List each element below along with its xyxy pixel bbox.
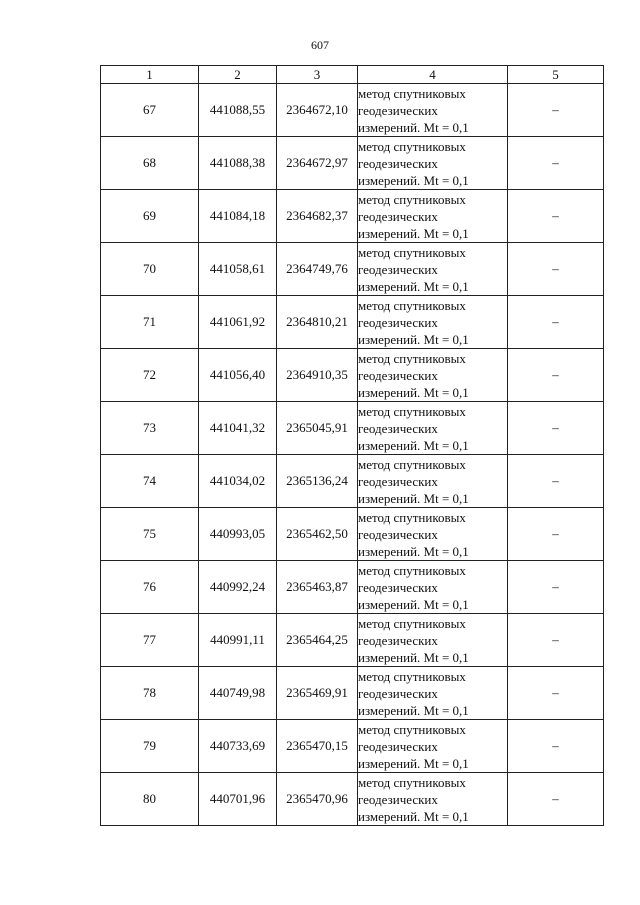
x-coordinate-cell: 440749,98: [199, 667, 277, 720]
method-text-line: геодезических: [358, 420, 438, 436]
method-text-line: измерений. Mt = 0,1: [358, 331, 469, 347]
x-coordinate-cell: 440992,24: [199, 561, 277, 614]
y-coordinate-cell: 2365470,96: [277, 773, 358, 826]
method-text-line: метод спутниковых: [358, 403, 466, 419]
method-text-line: геодезических: [358, 314, 438, 330]
y-coordinate-cell: 2365464,25: [277, 614, 358, 667]
note-cell: –: [508, 243, 604, 296]
y-coordinate-cell: 2365463,87: [277, 561, 358, 614]
method-cell: [358, 508, 508, 561]
method-text-line: геодезических: [358, 261, 438, 277]
method-cell: [358, 190, 508, 243]
method-text-line: измерений. Mt = 0,1: [358, 543, 469, 559]
note-cell: –: [508, 773, 604, 826]
table-row: [101, 243, 604, 296]
method-text-line: метод спутниковых: [358, 138, 466, 154]
table-body: [101, 84, 604, 826]
note-cell: –: [508, 614, 604, 667]
point-number-cell: 67: [101, 84, 199, 137]
point-number-cell: 71: [101, 296, 199, 349]
page-number: 607: [311, 38, 329, 52]
method-text-line: метод спутниковых: [358, 509, 466, 525]
method-cell: [358, 455, 508, 508]
method-text-line: метод спутниковых: [358, 562, 466, 578]
x-coordinate-cell: 441061,92: [199, 296, 277, 349]
method-text-line: метод спутниковых: [358, 244, 466, 260]
x-coordinate-cell: 440733,69: [199, 720, 277, 773]
method-text-line: геодезических: [358, 526, 438, 542]
point-number-cell: 78: [101, 667, 199, 720]
column-header-4: 4: [358, 66, 508, 84]
method-text-line: измерений. Mt = 0,1: [358, 808, 469, 824]
method-text-line: метод спутниковых: [358, 721, 466, 737]
x-coordinate-cell: 441058,61: [199, 243, 277, 296]
note-cell: –: [508, 296, 604, 349]
note-cell: –: [508, 137, 604, 190]
table-row: [101, 773, 604, 826]
y-coordinate-cell: 2364672,10: [277, 84, 358, 137]
y-coordinate-cell: 2365470,15: [277, 720, 358, 773]
method-text-line: метод спутниковых: [358, 297, 466, 313]
method-text-line: измерений. Mt = 0,1: [358, 437, 469, 453]
method-text-line: геодезических: [358, 367, 438, 383]
note-cell: –: [508, 402, 604, 455]
method-text-line: метод спутниковых: [358, 191, 466, 207]
note-cell: –: [508, 455, 604, 508]
point-number-cell: 80: [101, 773, 199, 826]
table-row: [101, 561, 604, 614]
method-text-line: измерений. Mt = 0,1: [358, 596, 469, 612]
point-number-cell: 68: [101, 137, 199, 190]
y-coordinate-cell: 2365469,91: [277, 667, 358, 720]
method-cell: [358, 773, 508, 826]
table-row: [101, 667, 604, 720]
method-text-line: метод спутниковых: [358, 668, 466, 684]
y-coordinate-cell: 2365136,24: [277, 455, 358, 508]
method-cell: [358, 243, 508, 296]
note-cell: –: [508, 561, 604, 614]
x-coordinate-cell: 441084,18: [199, 190, 277, 243]
method-text-line: измерений. Mt = 0,1: [358, 172, 469, 188]
column-header-2: 2: [199, 66, 277, 84]
method-cell: [358, 402, 508, 455]
method-text-line: метод спутниковых: [358, 774, 466, 790]
method-text-line: геодезических: [358, 473, 438, 489]
point-number-cell: 72: [101, 349, 199, 402]
method-text-line: измерений. Mt = 0,1: [358, 649, 469, 665]
x-coordinate-cell: 440993,05: [199, 508, 277, 561]
column-header-1: 1: [101, 66, 199, 84]
x-coordinate-cell: 440991,11: [199, 614, 277, 667]
y-coordinate-cell: 2364810,21: [277, 296, 358, 349]
method-text-line: метод спутниковых: [358, 456, 466, 472]
column-header-3: 3: [277, 66, 358, 84]
method-cell: [358, 296, 508, 349]
method-cell: [358, 349, 508, 402]
point-number-cell: 69: [101, 190, 199, 243]
table-row: [101, 84, 604, 137]
method-text-line: измерений. Mt = 0,1: [358, 755, 469, 771]
method-text-line: метод спутниковых: [358, 350, 466, 366]
method-text-line: геодезических: [358, 791, 438, 807]
method-text-line: геодезических: [358, 632, 438, 648]
point-number-cell: 76: [101, 561, 199, 614]
method-text-line: измерений. Mt = 0,1: [358, 702, 469, 718]
point-number-cell: 73: [101, 402, 199, 455]
table-row: [101, 296, 604, 349]
y-coordinate-cell: 2365045,91: [277, 402, 358, 455]
table-row: [101, 137, 604, 190]
x-coordinate-cell: 441088,38: [199, 137, 277, 190]
method-text-line: измерений. Mt = 0,1: [358, 119, 469, 135]
method-text-line: геодезических: [358, 155, 438, 171]
method-text-line: геодезических: [358, 738, 438, 754]
method-text-line: геодезических: [358, 579, 438, 595]
method-cell: [358, 84, 508, 137]
y-coordinate-cell: 2364749,76: [277, 243, 358, 296]
method-text-line: измерений. Mt = 0,1: [358, 490, 469, 506]
x-coordinate-cell: 441041,32: [199, 402, 277, 455]
method-text-line: метод спутниковых: [358, 85, 466, 101]
note-cell: –: [508, 349, 604, 402]
method-text-line: геодезических: [358, 685, 438, 701]
method-text-line: измерений. Mt = 0,1: [358, 278, 469, 294]
x-coordinate-cell: 441056,40: [199, 349, 277, 402]
note-cell: –: [508, 720, 604, 773]
method-cell: [358, 720, 508, 773]
point-number-cell: 70: [101, 243, 199, 296]
method-cell: [358, 137, 508, 190]
method-text-line: измерений. Mt = 0,1: [358, 384, 469, 400]
table-row: [101, 190, 604, 243]
coordinates-table: [100, 65, 604, 826]
point-number-cell: 74: [101, 455, 199, 508]
table-row: [101, 614, 604, 667]
x-coordinate-cell: 441034,02: [199, 455, 277, 508]
table-row: [101, 455, 604, 508]
table-row: [101, 349, 604, 402]
point-number-cell: 75: [101, 508, 199, 561]
y-coordinate-cell: 2364672,97: [277, 137, 358, 190]
table-row: [101, 720, 604, 773]
table-row: [101, 402, 604, 455]
method-text-line: геодезических: [358, 208, 438, 224]
column-header-5: 5: [508, 66, 604, 84]
note-cell: –: [508, 190, 604, 243]
method-text-line: метод спутниковых: [358, 615, 466, 631]
y-coordinate-cell: 2364682,37: [277, 190, 358, 243]
note-cell: –: [508, 508, 604, 561]
table-header-row: [101, 66, 604, 84]
method-cell: [358, 561, 508, 614]
point-number-cell: 77: [101, 614, 199, 667]
y-coordinate-cell: 2364910,35: [277, 349, 358, 402]
method-cell: [358, 667, 508, 720]
method-text-line: измерений. Mt = 0,1: [358, 225, 469, 241]
method-cell: [358, 614, 508, 667]
point-number-cell: 79: [101, 720, 199, 773]
y-coordinate-cell: 2365462,50: [277, 508, 358, 561]
note-cell: –: [508, 84, 604, 137]
note-cell: –: [508, 667, 604, 720]
x-coordinate-cell: 440701,96: [199, 773, 277, 826]
table-row: [101, 508, 604, 561]
x-coordinate-cell: 441088,55: [199, 84, 277, 137]
method-text-line: геодезических: [358, 102, 438, 118]
